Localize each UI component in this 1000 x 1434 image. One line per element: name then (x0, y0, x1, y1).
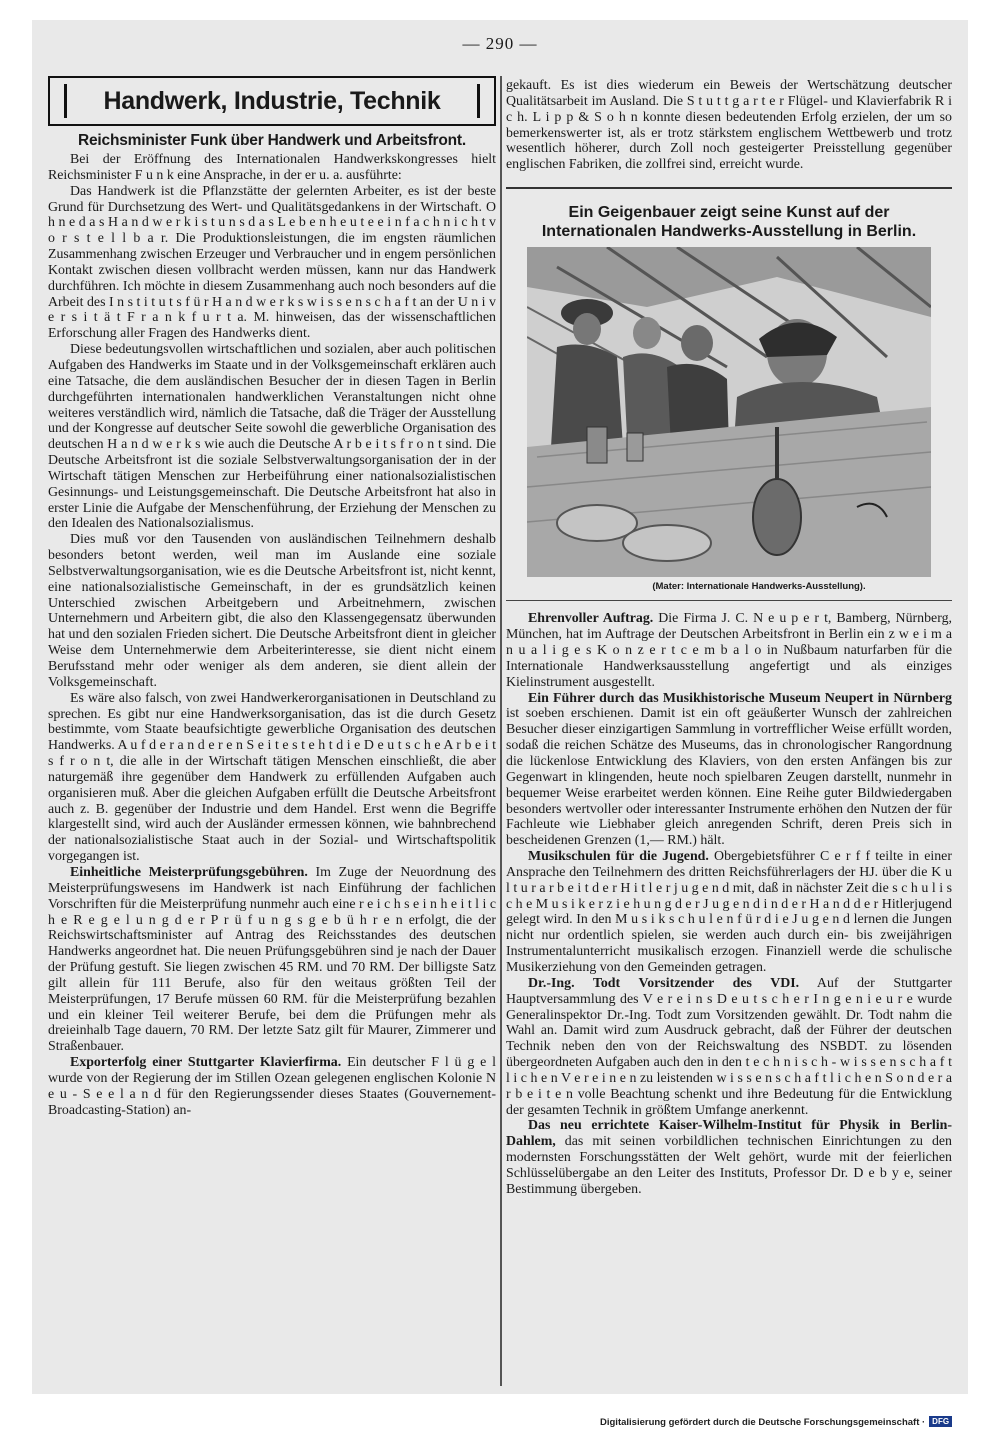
title-box-bar-left (64, 84, 67, 118)
news-item (506, 611, 952, 690)
title-box-bar-right (477, 84, 480, 118)
news-item-body: Im Zuge der Neuordnung des Meisterprüfungswesens im Handwerk ist nach Einführung der fachlichen Vorschriften für die Meisterprüfung nunmehr auch eine r e i c h s e i n h e i t l i c h e R e g e l u n g d e r P r ü f u n g s g e b ü h r e n erfolgt, die der Reichswirtschaftsminister auf Antrag des Reichsstandes des deutschen Handwerks angeordnet hat. Die neuen Prüfungsgebühren sind je nach der Dauer der Prüfung gestuft. Sie liegen zwischen 45 RM. und 70 RM. Der billigste Satz gilt allein für 111 Berufe, also für den weitaus größten Teil der Meisterprüfungen, 17 Berufe müssen 60 RM. für die Meisterprüfung bezahlen und ein kleiner Teil weiterer Berufe, bei dem die Prüfungen mehr als dreieinhalb Tage dauern, 70 RM. Der letzte Satz gilt für Maurer, Zimmerer und Straßenbauer. (48, 864, 496, 1055)
scanned-page (32, 20, 968, 1394)
violin-maker-illustration (527, 247, 931, 577)
paragraph-continued: gekauft. Es ist dies wiederum ein Beweis der Wertschätzung deutscher Qualitätsarbeit im Ausland. Die S t u t t g a r t e r Flügel- und Klavierfabrik R i c h. L i p p & S o h n konnte diesen bedeutenden Erfolg erzielen, der um so bemerkenswerter ist, als er trotz stärkstem englischem Wettbewerb und trotz wesentlich höherer, durch Zoll noch gesteigerter Preisstellung gegenüber englischen Fabriken, die zollfrei sind, erreicht wurde. (506, 78, 952, 173)
section-divider (506, 600, 952, 601)
news-item (48, 865, 496, 1055)
news-item-title: Einheitliche Meisterprüfungsgebühren. (70, 864, 308, 880)
picture-caption: (Mater: Internationale Handwerks-Ausstellung). (652, 580, 866, 592)
news-item-body: Auf der Stuttgarter Hauptversammlung des V e r e i n s D e u t s c h e r I n g e n i e u r e wurde Generalinspektor Dr.-Ing. Todt zum Vorsitzenden gewählt. Dr. Todt nahm die Wahl an. Damit wird zum Ausdruck gebracht, daß der Führer der deutschen Technik neben den von der Reichswaltung des NSBDT. zu lösenden übergeordneten Aufgaben auch den in den t e c h n i s c h - w i s s e n s c h a f t l i c h e n V e r e i n e n zu leistenden w i s s e n s c h a f t l i c h e n S o n d e r a r b e i t e n volle Beachtung schenkt und ihre Bedeutung für die Entwicklung der gesamten Technik in größtem Umfange anerkennt. (506, 975, 952, 1118)
paragraph: Das Handwerk ist die Pflanzstätte der gelernten Arbeiter, es ist der beste Grund für Durchsetzung des Wert- und Qualitätsgedankens in der Wirtschaft. O h n e d a s H a n d w e r k i s t u n s d a s L e b e n h e u t e e i n f a c h n i c h t v o r s t e l l b a r. Die Produktionsleistungen, die im engsten räumlichen Zusammenhang zwischen Erzeuger und Verbraucher und in engem persönlichen Kontakt zwischen diesen vollbracht werden müssen, kann nur das Handwerk durchführen. Ich möchte in diesem Zusammenhang auch noch besonders auf die Arbeit des I n s t i t u t s f ü r H a n d w e r k s w i s s e n s c h a f t an der U n i v e r s i t ä t F r a n k f u r t a. M. hinweisen, das der wissenschaftlichen Erforschung aller Fragen des Handwerks dient. (48, 183, 496, 342)
news-item (506, 1118, 952, 1197)
right-column (506, 78, 952, 1198)
section-title-box (48, 76, 496, 126)
section-divider (506, 187, 952, 189)
news-item (506, 849, 952, 976)
column-divider (500, 76, 502, 1386)
news-item-body: Obergebietsführer C e r f f teilte in einer Ansprache den Teilnehmern des dritten Reichsführerlagers der HJ. über die K u l t u r a r b e i t d e r H i t l e r j u g e n d mit, daß in nächster Zeit die s c h u l i s c h e M u s i k e r z i e h u n g d e r J u g e n d i n d e r H a n d d e r Hitlerjugend gelegt wird. In den M u s i k s c h u l e n f ü r d i e J u g e n d lernen die Jungen nicht nur ordentlich spielen, sie werden auch durch ein- bis zweijährigen Instrumentalunterricht musikalisch erzogen. Finanziell werde die schulische Musikerziehung von den Gemeinden getragen. (506, 849, 952, 975)
news-item-body: ist soeben erschienen. Damit ist ein oft geäußerter Wunsch der zahlreichen Besucher dieser einzigartigen Sammlung in vortrefflicher Weise erfüllt worden, sodaß die reichen Schätze des Museums, das in chronologischer Rangordnung die lückenlose Entwicklung des Klaviers, von den ersten Anfängen bis zur Gegenwart in klingenden, heute noch spielbaren Zeugen darstellt, nunmehr in bequemer Weise erarbeitet werden können. Eine Reihe guter Bildwiedergaben besonders wertvoller oder interessanter Instrumente erhöhen den Nutzen der für Fachleute wie Liebhaber gleich anregenden Schrift, deren Preis sich in bescheidenen Grenzen (1,— RM.) hält. (506, 706, 952, 849)
news-item-title: Musikschulen für die Jugend. (528, 849, 709, 865)
news-item-title: Ehrenvoller Auftrag. (528, 611, 654, 627)
news-item (506, 691, 952, 849)
news-item-title: Dr.-Ing. Todt Vorsitzender des VDI. (528, 975, 800, 991)
paragraph: Bei der Eröffnung des Internationalen Handwerkskongresses hielt Reichsminister F u n k eine Ansprache, in der er u. a. ausführte: (48, 152, 496, 183)
news-item-title: Ein Führer durch das Musikhistorische Museum Neupert in Nürnberg (528, 690, 952, 706)
news-item (48, 1055, 496, 1118)
news-item-title: Das neu errichtete Kaiser-Wilhelm-Institut für Physik in Berlin-Dahlem, (506, 1118, 952, 1150)
dfg-logo: DFG (929, 1416, 952, 1427)
news-item (506, 976, 952, 1119)
section-title: Handwerk, Industrie, Technik (103, 87, 441, 115)
page-number: — 290 — (462, 34, 538, 53)
picture-headline: Ein Geigenbauer zeigt seine Kunst auf der Internationalen Handwerks-Ausstellung in Berlin. (541, 203, 917, 240)
paragraph: Diese bedeutungsvollen wirtschaftlichen und sozialen, aber auch politischen Aufgaben des Handwerks im Staate und in der Volksgemeinschaft erklären auch eine Tatsache, die dem ausländischen Besucher der in diesen Tagen in Berlin durchgeführten internationalen handwerklichen Veranstaltungen nicht ohne weiteres verständlich wird, nämlich die Tatsache, daß die Träger der Ausstellung und der Kongresse auf deutscher Seite sowohl die gewerbliche Organisation des deutschen H a n d w e r k s wie auch die Deutsche A r b e i t s f r o n t sind. Die Deutsche Arbeitsfront ist die soziale Selbstverwaltungsorganisation der in der Wirtschaft tätigen Menschen zur Herbeiführung einer nationalsozialistischen Gesinnungs- und Leistungsgemeinschaft. Die Deutsche Arbeitsfront hat also in erster Linie die Aufgabe der Menschenführung, der Erziehung der Menschen zu den Idealen des Nationalsozialismus. (48, 342, 496, 532)
digitization-footer (600, 1416, 952, 1428)
article-headline: Reichsminister Funk über Handwerk und Arbeitsfront. (78, 132, 466, 149)
news-item-body: Ein deutscher F l ü g e l wurde von der Regierung der im Stillen Ozean gelegenen englischen Kolonie N e u - S e e l a n d für den Regierungssender dieses Staates (Gouvernement-Broadcasting-Station) an- (48, 1055, 496, 1118)
left-column (48, 76, 496, 1118)
paragraph: Dies muß vor den Tausenden von ausländischen Teilnehmern deshalb besonders betont werden, weil man im Auslande eine soziale Selbstverwaltungsorganisation, wie es die Deutsche Arbeitsfront ist, nicht kennt, eine nationalsozialistische Gemeinschaft, in der es grundsätzlich keinen Unterschied zwischen Arbeitgebern und Arbeitnehmern, zwischen Unternehmern und Arbeitern gibt, die also den Klassengegensatz überwunden hat und den sozialen Frieden sichert. Die Deutsche Arbeitsfront dient in gleicher Weise dem Unternehmerwie dem Arbeiterinteresse, sie dient nicht einem Berufsstand mehr oder weniger als dem anderen, sie dient allein der Volksgemeinschaft. (48, 532, 496, 690)
footer-text: Digitalisierung gefördert durch die Deutsche Forschungsgemeinschaft · (600, 1417, 926, 1428)
news-item-body: Die Firma J. C. N e u p e r t, Bamberg, Nürnberg, München, hat im Auftrage der Deutschen Arbeitsfront in Berlin ein z w e i m a n u a l i g e s K o n z e r t c e m b a l o in Nußbaum naturfarben für die Internationale Handwerksausstellung angefertigt und als einziges Kielinstrument ausgestellt. (506, 611, 952, 690)
paragraph: Es wäre also falsch, von zwei Handwerkerorganisationen in Deutschland zu sprechen. Es gibt nur eine Handwerksorganisation, das ist die durch Gesetz bestimmte, vom Staate beaufsichtigte gewerbliche Organisation des deutschen Handwerks. A u f d e r a n d e r e n S e i t e s t e h t d i e D e u t s c h e A r b e i t s f r o n t, die alle in der Wirtschaft tätigen Menschen einschließt, die aber naturgemäß ihre gegenüber dem Handwerk zu erfüllenden Aufgaben auch organisieren muß. Aber die gleichen Aufgaben erfüllt die Deutsche Arbeitsfront auch z. B. gegenüber der Industrie und dem Handel. Erst wenn die Begriffe klargestellt sind, wird auch der Ausländer ermessen können, wie bahnbrechend der nationalsozialistische Staat auch in der Sozial- und Wirtschaftspolitik vorgegangen ist. (48, 690, 496, 865)
news-item-body: das mit seinen vorbildlichen technischen Einrichtungen zu den modernsten Forschungsstätten der Welt gehört, wurde mit der feierlichen Schlüsselübergabe an den Leiter des Instituts, Professor Dr. D e b y e, seiner Bestimmung übergeben. (506, 1134, 952, 1197)
news-item-title: Exporterfolg einer Stuttgarter Klavierfirma. (70, 1055, 342, 1071)
